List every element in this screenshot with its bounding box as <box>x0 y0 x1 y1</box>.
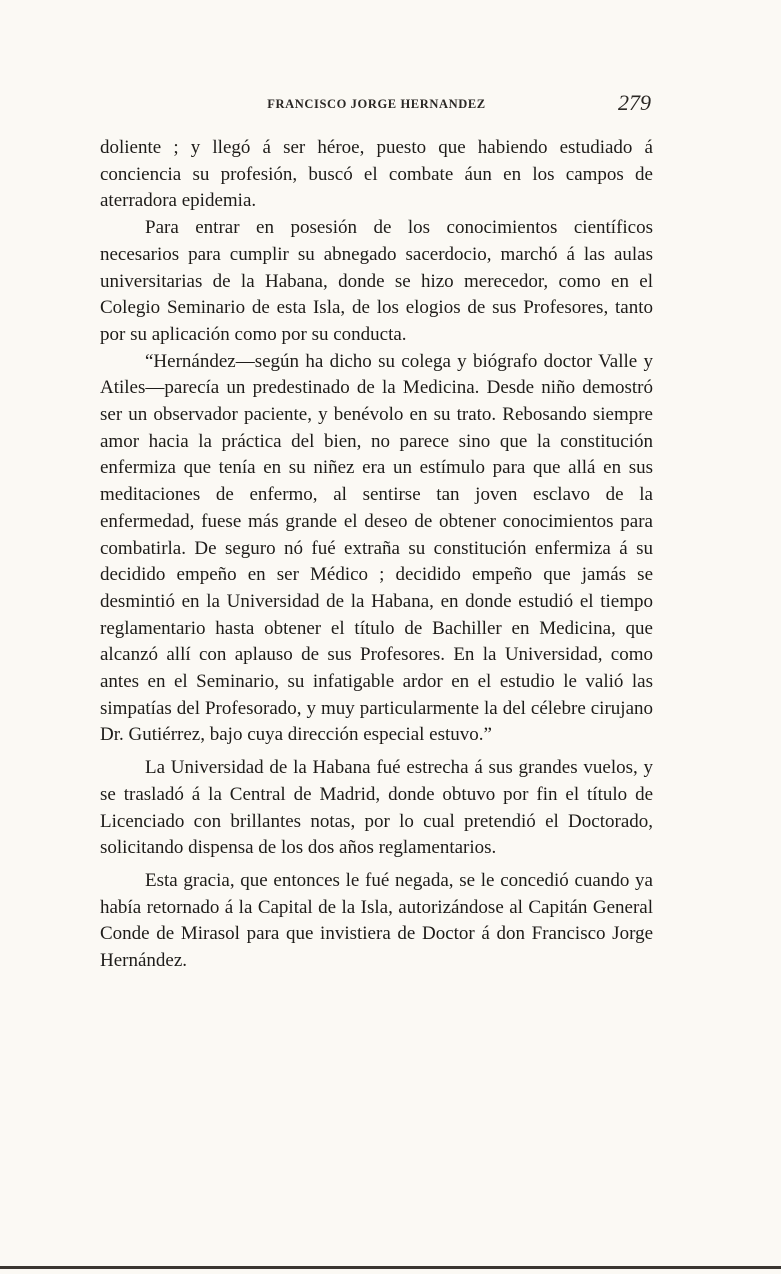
body-text <box>100 135 653 975</box>
paragraph: Para entrar en posesión de los conocimientos científicos necesarios para cumplir su abnegado sacerdocio, marchó á las aulas universitarias de la Habana, donde se hizo merecedor, como en el Colegio Seminario de esta Isla, de los elogios de sus Profesores, tanto por su aplicación como por su conducta. <box>100 217 653 345</box>
paragraph: “Hernández—según ha dicho su colega y biógrafo doctor Valle y Atiles—parecía un predestinado de la Medicina. Desde niño demostró ser un observador paciente, y benévolo en su trato. Rebosando siempre amor hacia la práctica del bien, no parece sino que la constitución enfermiza que tenía en su niñez era un estímulo para que allá en sus meditaciones de enfermo, al sentirse tan joven esclavo de la enfermedad, fuese más grande el deseo de obtener conocimientos para combatirla. De seguro nó fué extraña su constitución enfermiza á su decidido empeño en ser Médico ; decidido empeño que jamás se desmintió en la Universidad de la Habana, en donde estudió el tiempo reglamentario hasta obtener el título de Bachiller en Medicina, que alcanzó allí con aplauso de sus Profesores. En la Universidad, como antes en el Seminario, su infatigable ardor en el estudio le valió las simpatías del Profesorado, y muy particularmente la del célebre cirujano Dr. Gutiérrez, bajo cuya dirección especial estuvo.” <box>100 350 653 746</box>
paragraph: doliente ; y llegó á ser héroe, puesto que habiendo estudiado á conciencia su profesión, buscó el combate áun en los campos de aterradora epidemia. <box>100 137 653 212</box>
paragraph: Esta gracia, que entonces le fué negada, se le concedió cuando ya había retornado á la Capital de la Isla, autorizándose al Capitán General Conde de Mirasol para que invistiera de Doctor á don Francisco Jorge Hernández. <box>100 869 653 972</box>
paragraph: La Universidad de la Habana fué estrecha á sus grandes vuelos, y se trasladó á la Central de Madrid, donde obtuvo por fin el título de Licenciado con brillantes notas, por lo cual pretendió el Doctorado, solicitando dispensa de los dos años reglamentarios. <box>100 757 653 859</box>
bottom-rule <box>0 1266 781 1269</box>
running-head <box>100 90 653 120</box>
page-number: 279 <box>618 90 651 115</box>
running-title: FRANCISCO JORGE HERNANDEZ <box>267 97 486 111</box>
